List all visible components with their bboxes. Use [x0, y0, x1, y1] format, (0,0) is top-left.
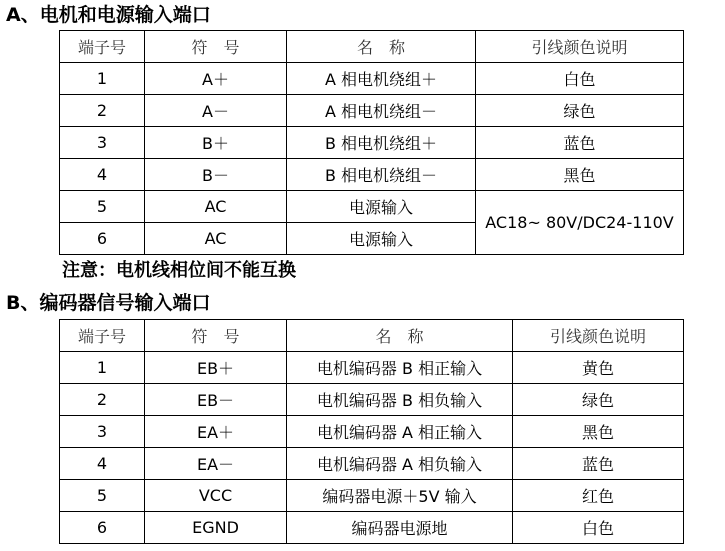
table-header-row: [60, 320, 684, 352]
table-row: [60, 95, 684, 127]
header-pin: 端子号: [60, 320, 145, 352]
section-b-title: B、编码器信号输入端口: [6, 292, 211, 314]
header-symbol: 符 号: [145, 31, 287, 63]
name-cell: B 相电机绕组＋: [287, 127, 476, 159]
symbol-cell: EA－: [145, 448, 287, 480]
name-cell: 电机编码器 A 相正输入: [287, 416, 513, 448]
symbol-cell: A－: [145, 95, 287, 127]
symbol-cell: EB＋: [145, 352, 287, 384]
wire-color-cell: 白色: [513, 512, 684, 544]
symbol-cell: AC: [145, 223, 287, 255]
symbol-cell: B＋: [145, 127, 287, 159]
header-pin: 端子号: [60, 31, 145, 63]
wire-color-cell: 蓝色: [476, 127, 684, 159]
symbol-cell: EB－: [145, 384, 287, 416]
pin-cell: 6: [60, 512, 145, 544]
motor-power-table: [59, 30, 684, 255]
table-row: [60, 63, 684, 95]
wire-color-cell: 黑色: [476, 159, 684, 191]
symbol-cell: AC: [145, 191, 287, 223]
name-cell: 电机编码器 B 相正输入: [287, 352, 513, 384]
wire-color-cell: 绿色: [476, 95, 684, 127]
pin-cell: 6: [60, 223, 145, 255]
name-cell: A 相电机绕组－: [287, 95, 476, 127]
name-cell: 电机编码器 B 相负输入: [287, 384, 513, 416]
table-row: [60, 352, 684, 384]
table-row: [60, 159, 684, 191]
pin-cell: 1: [60, 63, 145, 95]
name-cell: 电源输入: [287, 223, 476, 255]
name-cell: A 相电机绕组＋: [287, 63, 476, 95]
name-cell: 电源输入: [287, 191, 476, 223]
name-cell: 电机编码器 A 相负输入: [287, 448, 513, 480]
wire-color-cell: 黑色: [513, 416, 684, 448]
pin-cell: 4: [60, 448, 145, 480]
encoder-table: [59, 319, 684, 544]
pin-cell: 2: [60, 95, 145, 127]
section-a-title: A、电机和电源输入端口: [6, 4, 211, 26]
name-cell: 编码器电源＋5V 输入: [287, 480, 513, 512]
wire-color-cell: 红色: [513, 480, 684, 512]
symbol-cell: A＋: [145, 63, 287, 95]
wire-color-cell: 蓝色: [513, 448, 684, 480]
header-wire-color: 引线颜色说明: [476, 31, 684, 63]
table-row: [60, 191, 684, 223]
symbol-cell: B－: [145, 159, 287, 191]
wire-color-cell: 绿色: [513, 384, 684, 416]
table-row: [60, 127, 684, 159]
power-range-cell: AC18~ 80V/DC24-110V: [476, 191, 684, 255]
table-row: [60, 416, 684, 448]
table-row: [60, 512, 684, 544]
pin-cell: 3: [60, 416, 145, 448]
symbol-cell: EA＋: [145, 416, 287, 448]
phase-warning-note: 注意：电机线相位间不能互换: [62, 260, 296, 281]
header-wire-color: 引线颜色说明: [513, 320, 684, 352]
table-row: [60, 480, 684, 512]
table-row: [60, 448, 684, 480]
table-header-row: [60, 31, 684, 63]
symbol-cell: EGND: [145, 512, 287, 544]
wire-color-cell: 白色: [476, 63, 684, 95]
pin-cell: 3: [60, 127, 145, 159]
wire-color-cell: 黄色: [513, 352, 684, 384]
symbol-cell: VCC: [145, 480, 287, 512]
pin-cell: 5: [60, 191, 145, 223]
name-cell: 编码器电源地: [287, 512, 513, 544]
header-name: 名 称: [287, 31, 476, 63]
header-symbol: 符 号: [145, 320, 287, 352]
table-row: [60, 384, 684, 416]
pin-cell: 2: [60, 384, 145, 416]
pin-cell: 5: [60, 480, 145, 512]
header-name: 名 称: [287, 320, 513, 352]
pin-cell: 4: [60, 159, 145, 191]
name-cell: B 相电机绕组－: [287, 159, 476, 191]
pin-cell: 1: [60, 352, 145, 384]
